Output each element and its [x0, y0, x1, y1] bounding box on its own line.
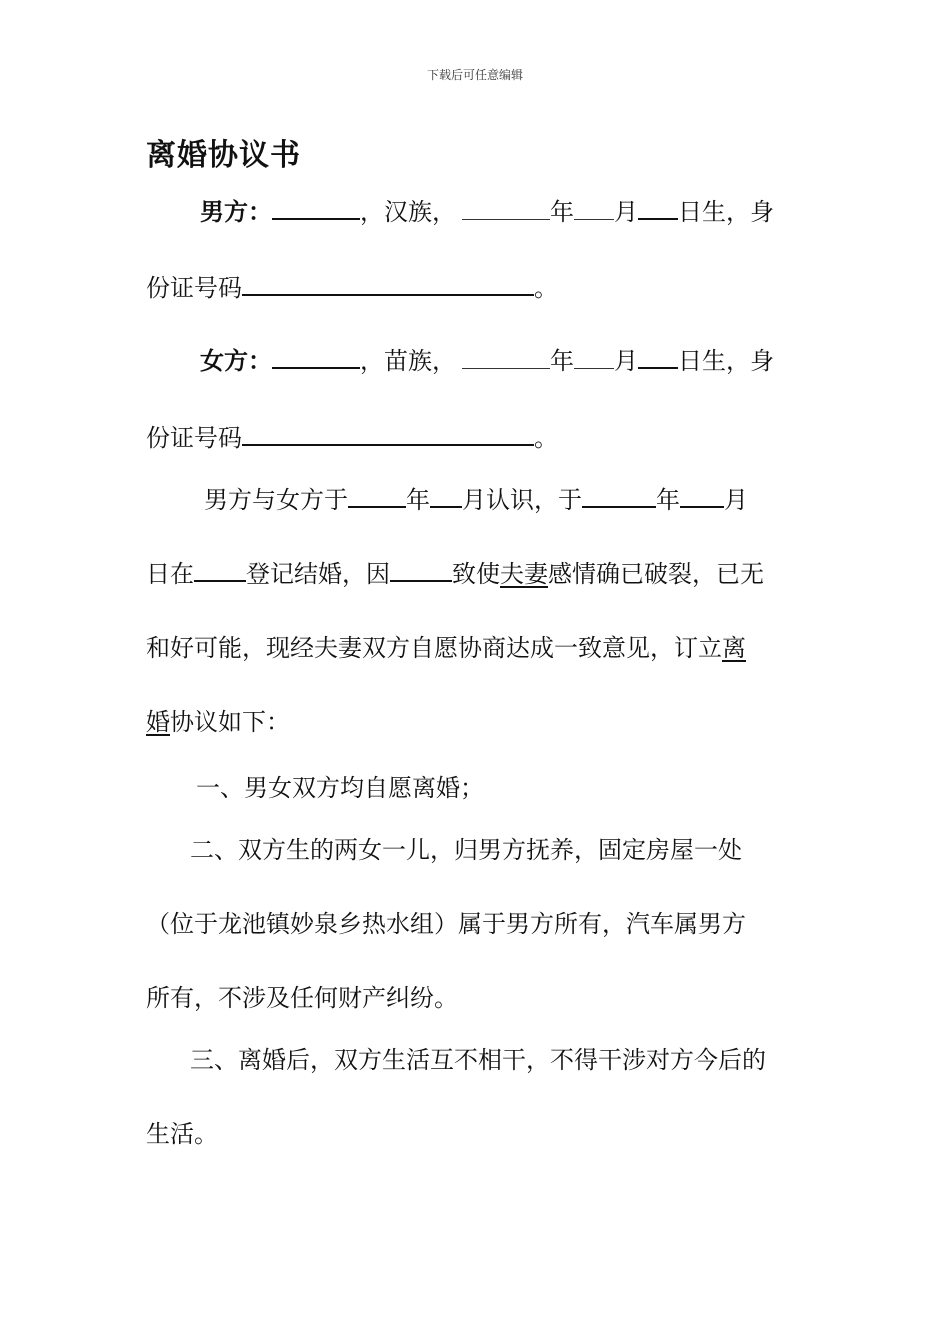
female-id-line: 份证号码 。: [146, 424, 558, 452]
female-birth-year-blank[interactable]: [462, 348, 550, 369]
male-birth-year-blank[interactable]: [462, 199, 550, 220]
meet-year-blank[interactable]: [348, 486, 406, 508]
male-id-line: 份证号码 。: [146, 274, 558, 302]
female-birth-month-blank[interactable]: [574, 348, 614, 369]
male-ethnicity: 汉族，: [384, 198, 456, 226]
registry-place-blank[interactable]: [194, 560, 246, 582]
marriage-year-blank[interactable]: [582, 486, 656, 508]
clause-3-line-1: 三、离婚后，双方生活互不相干，不得干涉对方今后的: [190, 1046, 766, 1074]
female-id-label: 份证号码: [146, 424, 242, 452]
paragraph-line-2: 日在 登记结婚，因 致使夫妻感情确已破裂，已无: [146, 560, 764, 588]
female-info-line: 女方： ，苗族， 年 月 日生，身: [200, 346, 774, 375]
male-label: 男方：: [200, 197, 272, 226]
male-id-blank[interactable]: [242, 274, 534, 296]
male-info-line: 男方： ，汉族， 年 月 日生，身: [200, 197, 774, 226]
paragraph-line-1: 男方与女方于 年 月认识，于 年 月: [204, 486, 748, 514]
marriage-month-blank[interactable]: [680, 486, 724, 508]
male-name-blank[interactable]: [272, 198, 360, 220]
female-ethnicity: 苗族，: [384, 347, 456, 375]
female-id-blank[interactable]: [242, 424, 534, 446]
underlined-spouse: 夫妻: [500, 560, 548, 588]
male-id-label: 份证号码: [146, 274, 242, 302]
paragraph-line-4: 婚协议如下：: [146, 708, 290, 736]
clause-3-line-2: 生活。: [146, 1120, 218, 1148]
male-birth-month-blank[interactable]: [574, 199, 614, 220]
female-label: 女方：: [200, 346, 272, 375]
clause-2-line-1: 二、双方生的两女一儿，归男方抚养，固定房屋一处: [190, 836, 742, 864]
reason-blank[interactable]: [390, 560, 452, 582]
clause-2-line-3: 所有，不涉及任何财产纠纷。: [146, 984, 458, 1012]
female-birth-day-blank[interactable]: [638, 347, 678, 369]
meet-month-blank[interactable]: [430, 486, 462, 508]
page-header: 下载后可任意编辑: [426, 68, 523, 82]
clause-1: 一、男女双方均自愿离婚；: [196, 774, 484, 802]
document-title: 离婚协议书: [146, 138, 301, 173]
female-name-blank[interactable]: [272, 347, 360, 369]
male-birth-day-blank[interactable]: [638, 198, 678, 220]
clause-2-line-2: （位于龙池镇妙泉乡热水组）属于男方所有，汽车属男方: [146, 910, 746, 938]
paragraph-line-3: 和好可能，现经夫妻双方自愿协商达成一致意见，订立离: [146, 634, 746, 662]
